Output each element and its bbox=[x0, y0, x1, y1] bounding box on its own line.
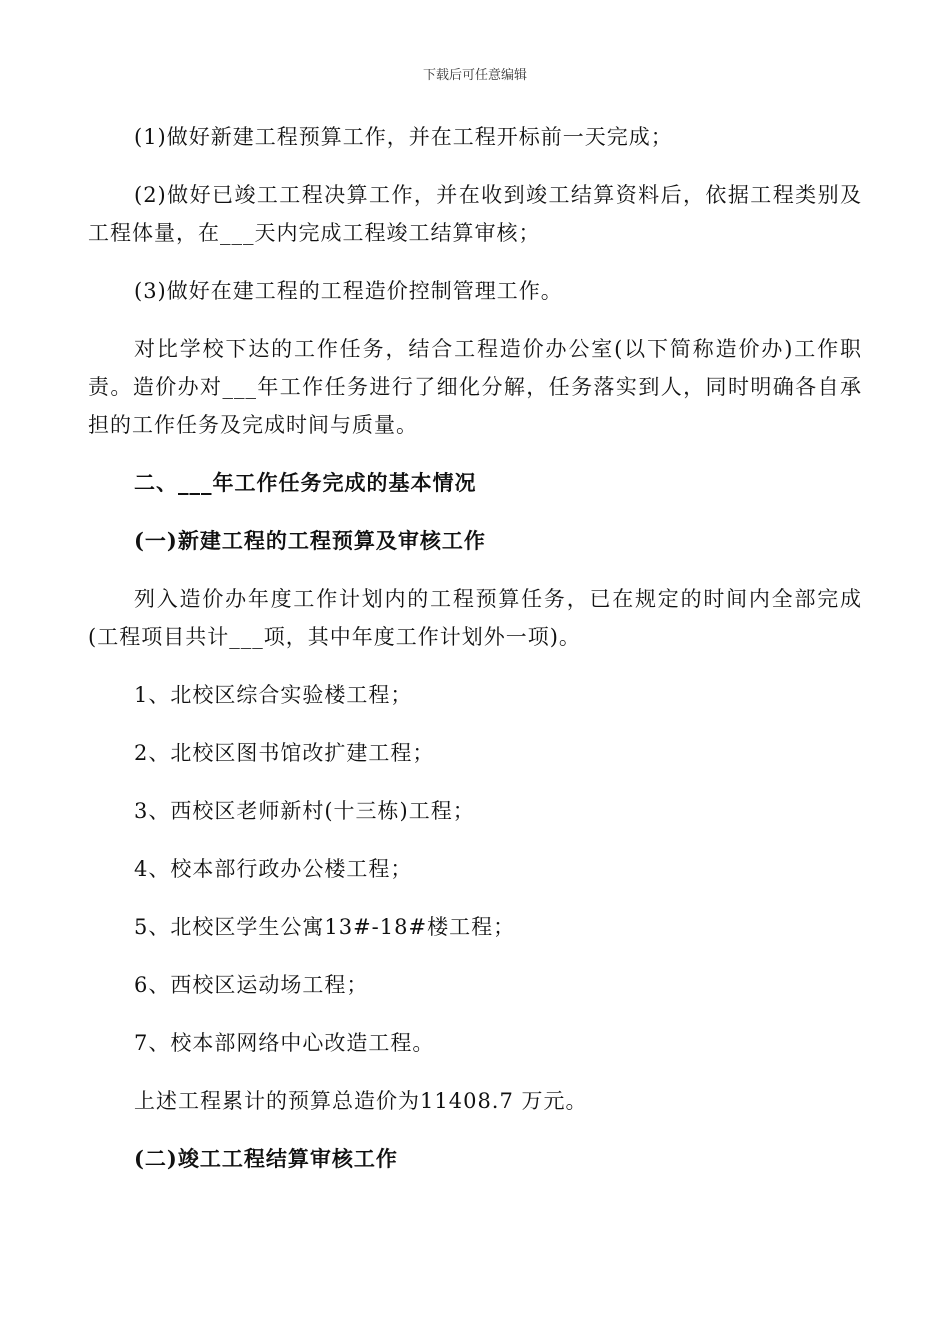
section-heading-2: 二、___年工作任务完成的基本情况 bbox=[134, 470, 477, 495]
document-body bbox=[88, 118, 862, 1198]
list-item: 6、西校区运动场工程； bbox=[134, 973, 369, 997]
task-summary-paragraph: 对比学校下达的工作任务，结合工程造价办公室(以下简称造价办)工作职责。造价办对___年工作任务进行了细化分解，任务落实到人，同时明确各自承担的工作任务及完成时间与质量。 bbox=[88, 337, 862, 437]
task-item-2: (2)做好已竣工工程决算工作，并在收到竣工结算资料后，依据工程类别及工程体量，在___天内完成工程竣工结算审核； bbox=[88, 183, 862, 245]
list-item: 1、北校区综合实验楼工程； bbox=[134, 683, 413, 707]
subsection-heading-1: (一)新建工程的工程预算及审核工作 bbox=[134, 528, 486, 553]
list-item: 4、校本部行政办公楼工程； bbox=[134, 857, 413, 881]
page-header-note: 下载后可任意编辑 bbox=[422, 68, 527, 83]
total-cost-paragraph: 上述工程累计的预算总造价为11408.7 万元。 bbox=[134, 1089, 588, 1113]
task-item-3: (3)做好在建工程的工程造价控制管理工作。 bbox=[134, 279, 563, 303]
list-item: 7、校本部网络中心改造工程。 bbox=[134, 1031, 435, 1055]
list-item: 2、北校区图书馆改扩建工程； bbox=[134, 741, 435, 765]
list-item: 5、北校区学生公寓13#-18#楼工程； bbox=[134, 915, 516, 939]
subsection-heading-2: (二)竣工工程结算审核工作 bbox=[134, 1146, 398, 1171]
list-item: 3、西校区老师新村(十三栋)工程； bbox=[134, 799, 475, 823]
project-list bbox=[88, 676, 862, 1062]
task-item-1: (1)做好新建工程预算工作，并在工程开标前一天完成； bbox=[134, 125, 673, 149]
budget-paragraph: 列入造价办年度工作计划内的工程预算任务，已在规定的时间内全部完成(工程项目共计___项，其中年度工作计划外一项)。 bbox=[88, 587, 862, 649]
